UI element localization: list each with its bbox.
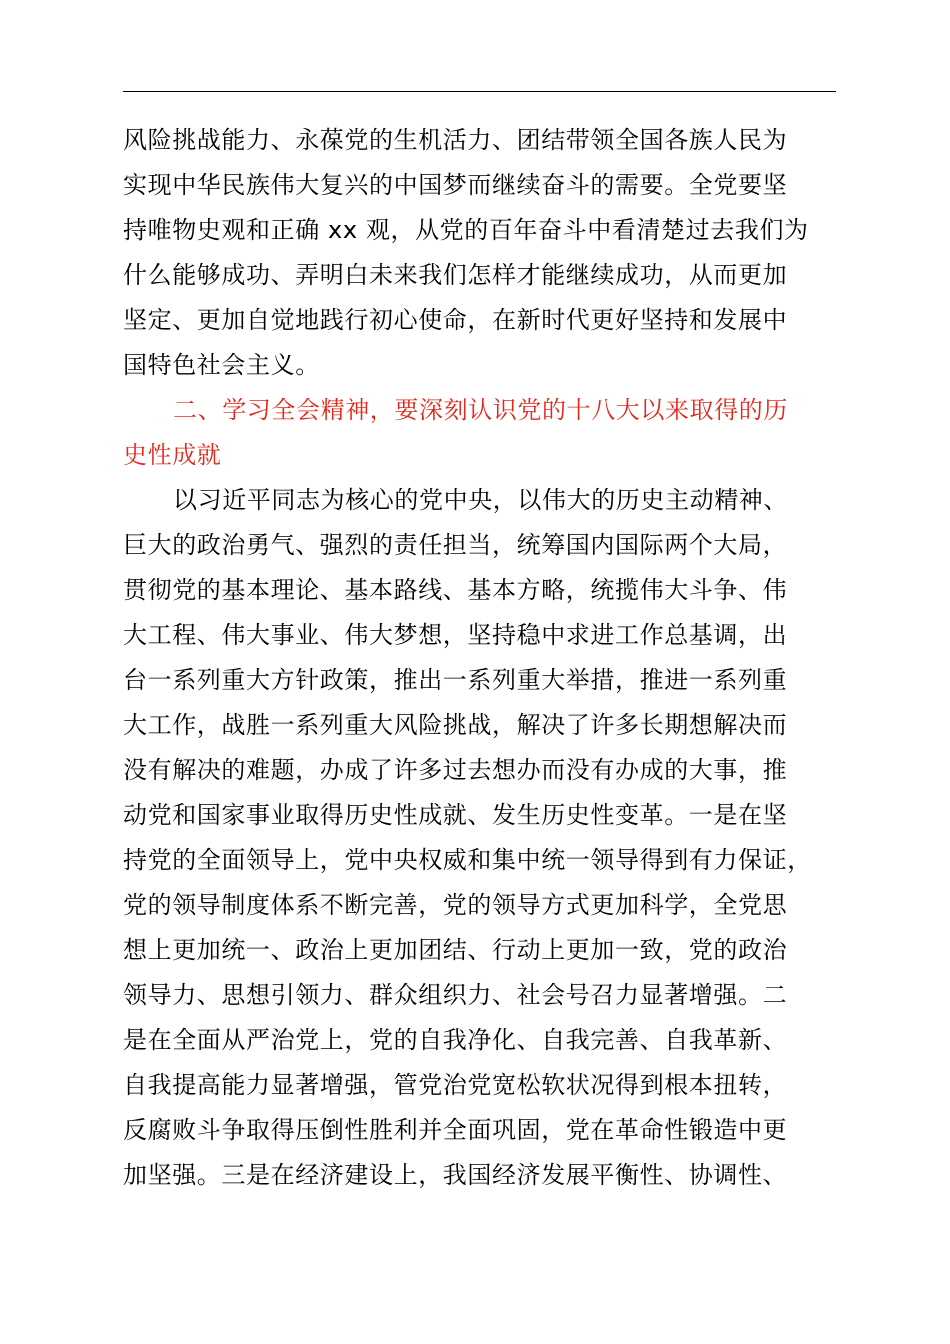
- heading-line: 史性成就: [123, 441, 222, 469]
- text-line: 巨大的政治勇气、强烈的责任担当，统筹国内国际两个大局，: [123, 531, 788, 559]
- text-line: 什么能够成功、弄明白未来我们怎样才能继续成功，从而更加: [123, 261, 788, 289]
- text-line: 坚定、更加自觉地践行初心使命，在新时代更好坚持和发展中: [123, 306, 788, 334]
- text-line: 大工程、伟大事业、伟大梦想，坚持稳中求进工作总基调，出: [123, 621, 788, 649]
- document-body: [123, 118, 836, 1198]
- text-line: 没有解决的难题，办成了许多过去想办而没有办成的大事，推: [123, 756, 788, 784]
- text-line: 风险挑战能力、永葆党的生机活力、团结带领全国各族人民为: [123, 126, 788, 154]
- text-line: 党的领导制度体系不断完善，党的领导方式更加科学，全党思: [123, 891, 788, 919]
- text-line: 是在全面从严治党上，党的自我净化、自我完善、自我革新、: [123, 1026, 788, 1054]
- text-line: 想上更加统一、政治上更加团结、行动上更加一致，党的政治: [123, 936, 788, 964]
- text-line: 台一系列重大方针政策，推出一系列重大举措，推进一系列重: [123, 666, 788, 694]
- text-line: 自我提高能力显著增强，管党治党宽松软状况得到根本扭转，: [123, 1071, 788, 1099]
- text-line: 反腐败斗争取得压倒性胜利并全面巩固，党在革命性锻造中更: [123, 1116, 788, 1144]
- header-rule: [123, 91, 836, 92]
- text-line: 大工作，战胜一系列重大风险挑战，解决了许多长期想解决而: [123, 711, 788, 739]
- paragraph-2: [123, 478, 836, 1198]
- text-line: 领导力、思想引领力、群众组织力、社会号召力显著增强。二: [123, 981, 788, 1009]
- text-line: 动党和国家事业取得历史性成就、发生历史性变革。一是在坚: [123, 801, 788, 829]
- text-line: 持唯物史观和正确 xx 观，从党的百年奋斗中看清楚过去我们为: [123, 216, 809, 244]
- section-heading: [123, 388, 836, 478]
- text-line: 以习近平同志为核心的党中央，以伟大的历史主动精神、: [173, 486, 788, 514]
- text-line: 贯彻党的基本理论、基本路线、基本方略，统揽伟大斗争、伟: [123, 576, 788, 604]
- text-line: 加坚强。三是在经济建设上，我国经济发展平衡性、协调性、: [123, 1161, 788, 1189]
- text-line: 国特色社会主义。: [123, 351, 320, 379]
- text-line: 实现中华民族伟大复兴的中国梦而继续奋斗的需要。全党要坚: [123, 171, 788, 199]
- heading-line: 二、学习全会精神，要深刻认识党的十八大以来取得的历: [173, 396, 788, 424]
- paragraph-1: [123, 118, 836, 388]
- text-line: 持党的全面领导上，党中央权威和集中统一领导得到有力保证，: [123, 846, 812, 874]
